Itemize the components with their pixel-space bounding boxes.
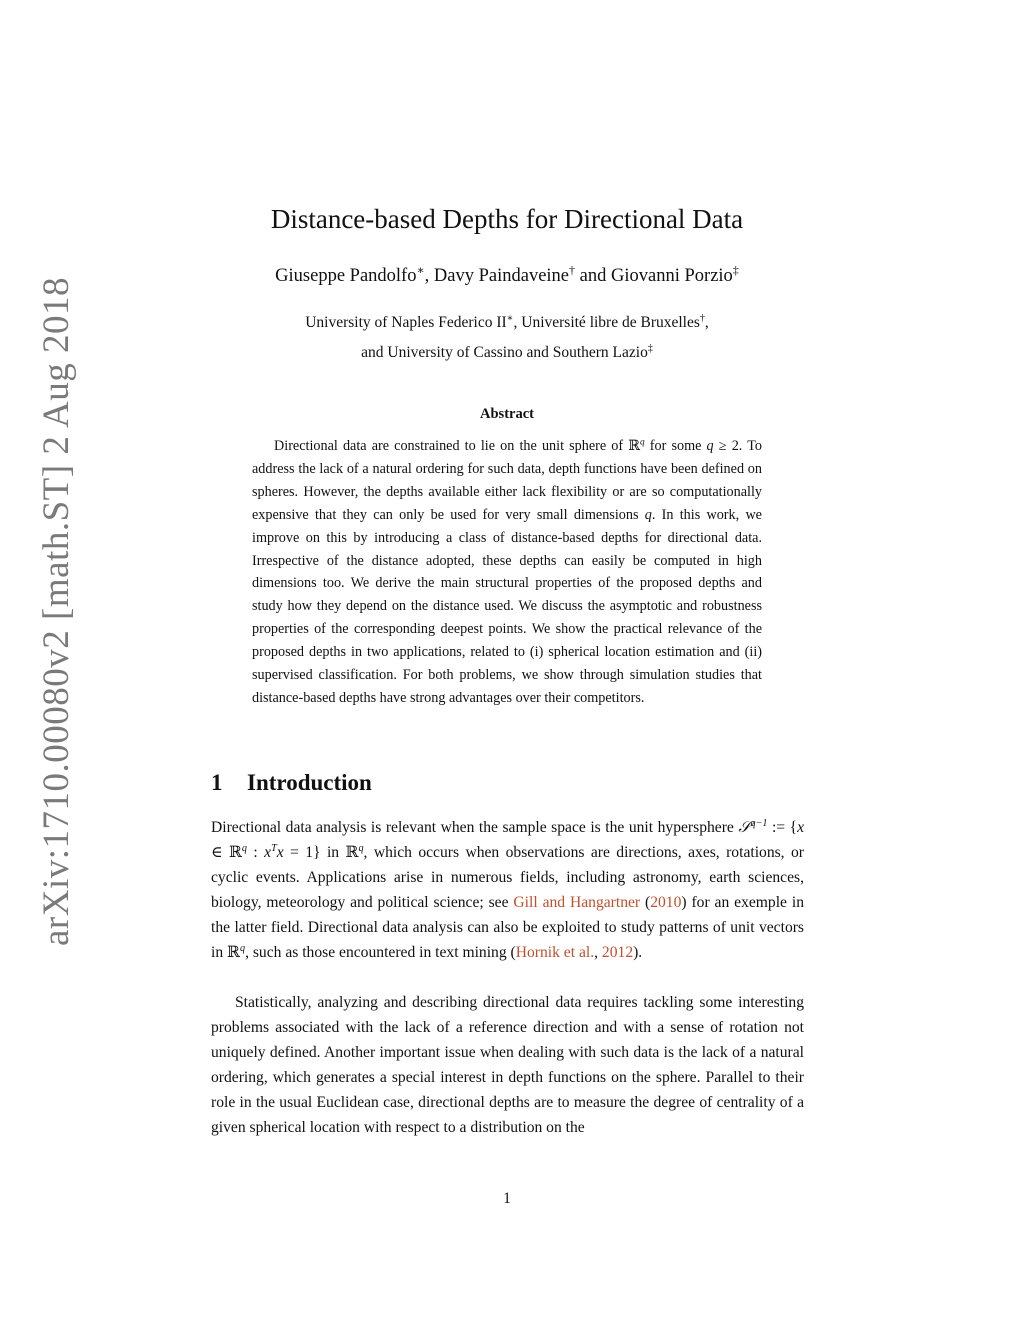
citation-year-link[interactable]: 2010: [650, 894, 682, 911]
author-mark: †: [569, 262, 576, 277]
citation-year-link[interactable]: 2012: [601, 944, 634, 961]
author-list: [0, 262, 1014, 290]
section-heading: [211, 768, 372, 798]
page-number: 1: [503, 1190, 511, 1207]
section-number: 1: [211, 770, 223, 795]
author-separator: ,: [424, 266, 434, 286]
section-title: Introduction: [247, 770, 372, 795]
author-mark: ‡: [732, 262, 739, 277]
author-separator: and: [575, 266, 612, 286]
affiliation-name: Université libre de Bruxelles: [521, 314, 700, 331]
arxiv-stamp: arXiv:1710.00080v2 [math.ST] 2 Aug 2018: [36, 276, 77, 946]
author-mark: ∗: [416, 262, 425, 277]
abstract-heading: Abstract: [480, 406, 534, 422]
affiliation-mark: ∗: [506, 312, 514, 324]
affiliation-mark: ‡: [647, 342, 653, 354]
citation-link[interactable]: Gill and Hangartner: [513, 894, 641, 911]
affiliation-line: [0, 312, 1014, 334]
affiliation-name: University of Naples Federico II: [305, 314, 507, 331]
intro-paragraph: Directional data analysis is relevant when the sample space is the unit hypersphere 𝒮$^{q-1}$ := {x ∈ ℝ$^q$ : $x^Tx = 1$} in ℝ$^q$, which occurs when observations are directions, axes, rotations, or cyclic events. Applications arise in numerous fields, including astronomy, earth sciences, biology, meteorology and political science; see Gill and Hangartner (2010) for an exemple in the latter field. Directional data analysis can also be exploited to study patterns of unit vectors in ℝ$^q$, such as those encountered in text mining (Hornik et al., 2012).: [211, 817, 804, 961]
author-name: Davy Paindaveine: [433, 266, 570, 286]
affiliation-line: [0, 342, 1014, 364]
affiliation-name: and University of Cassino and Southern Lazio: [361, 344, 648, 361]
affiliation-separator: ,: [704, 314, 709, 331]
paper-title: Distance-based Depths for Directional Data: [270, 204, 744, 234]
abstract-text: Directional data are constrained to lie on the unit sphere of ℝ$^q$ for some q ≥ 2. To address the lack of a natural ordering for such data, depth functions have been defined on spheres. However, the depths available either lack flexibility or are so computationally expensive that they can only be used for very small dimensions q. In this work, we improve on this by introducing a class of distance-based depths for directional data. Irrespective of the distance adopted, these depths can easily be computed in high dimensions too. We derive the main structural properties of the proposed depths and study how they depend on the distance used. We discuss the asymptotic and robustness properties of the corresponding deepest points. We show the practical relevance of the proposed depths in two applications, related to (i) spherical location estimation and (ii) supervised classification. For both problems, we show through simulation studies that distance-based depths have strong advantages over their competitors.: [252, 436, 762, 706]
affiliation-mark: †: [699, 312, 705, 324]
citation-link[interactable]: Hornik et al.: [515, 944, 595, 961]
author-name: Giovanni Porzio: [611, 266, 733, 286]
intro-paragraph: Statistically, analyzing and describing directional data requires tackling some interesting problems associated with the lack of a reference direction and with a sense of rotation not uniquely defined. Another important issue when dealing with such data is the lack of a natural ordering, which generates a special interest in depth functions on the sphere. Parallel to their role in the usual Euclidean case, directional depths are to measure the degree of centrality of a given spherical location with respect to a distribution on the: [211, 994, 804, 1136]
affiliation-separator: ,: [513, 314, 522, 331]
author-name: Giuseppe Pandolfo: [275, 266, 417, 286]
